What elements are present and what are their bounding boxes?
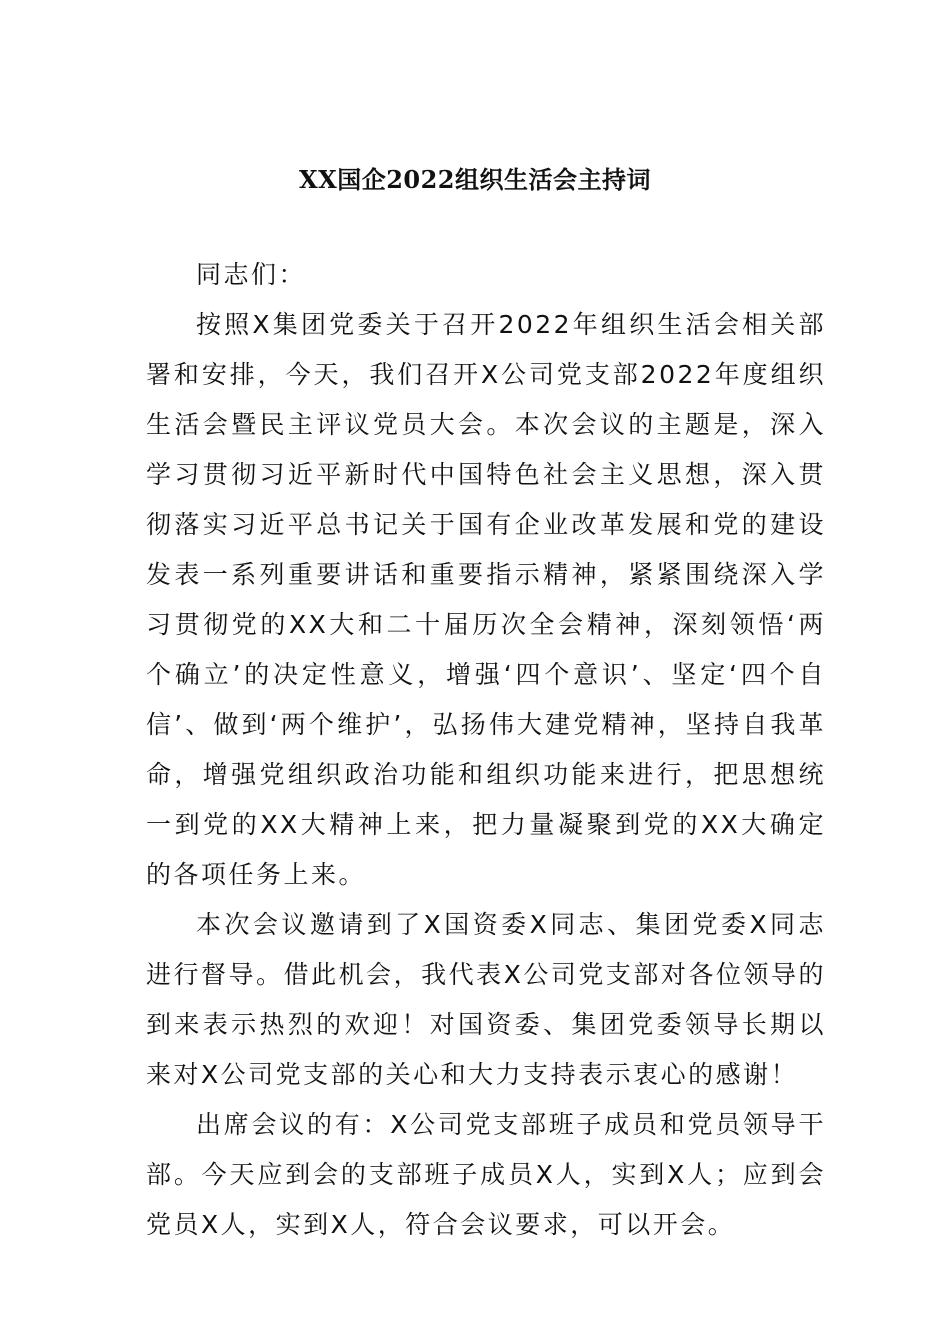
- paragraph-attendance: 出席会议的有：X公司党支部班子成员和党员领导干部。今天应到会的支部班子成员X人，实到X人；应到会党员X人，实到X人，符合会议要求，可以开会。: [146, 1110, 826, 1239]
- paragraph-greeting: 同志们：: [196, 260, 307, 289]
- document-title: XX国企2022组织生活会主持词: [298, 165, 652, 194]
- paragraph-purpose: 按照X集团党委关于召开2022年组织生活会相关部署和安排，今天，我们召开X公司党支部2022年度组织生活会暨民主评议党员大会。本次会议的主题是，深入学习贯彻习近平新时代中国特色社会主义思想，深入贯彻落实习近平总书记关于国有企业改革发展和党的建设发表一系列重要讲话和重要指示精神，紧紧围绕深入学习贯彻党的XX大和二十届历次全会精神，深刻领悟‘两个确立’的决定性意义，增强‘四个意识’、坚定‘四个自信’、做到‘两个维护’，弘扬伟大建党精神，坚持自我革命，增强党组织政治功能和组织功能来进行，把思想统一到党的XX大精神上来，把力量凝聚到党的XX大确定的各项任务上来。: [146, 310, 826, 889]
- document-body: [146, 250, 826, 1250]
- paragraph-guests: 本次会议邀请到了X国资委X同志、集团党委X同志进行督导。借此机会，我代表X公司党支部对各位领导的到来表示热烈的欢迎！对国资委、集团党委领导长期以来对X公司党支部的关心和大力支持表示衷心的感谢！: [146, 910, 826, 1089]
